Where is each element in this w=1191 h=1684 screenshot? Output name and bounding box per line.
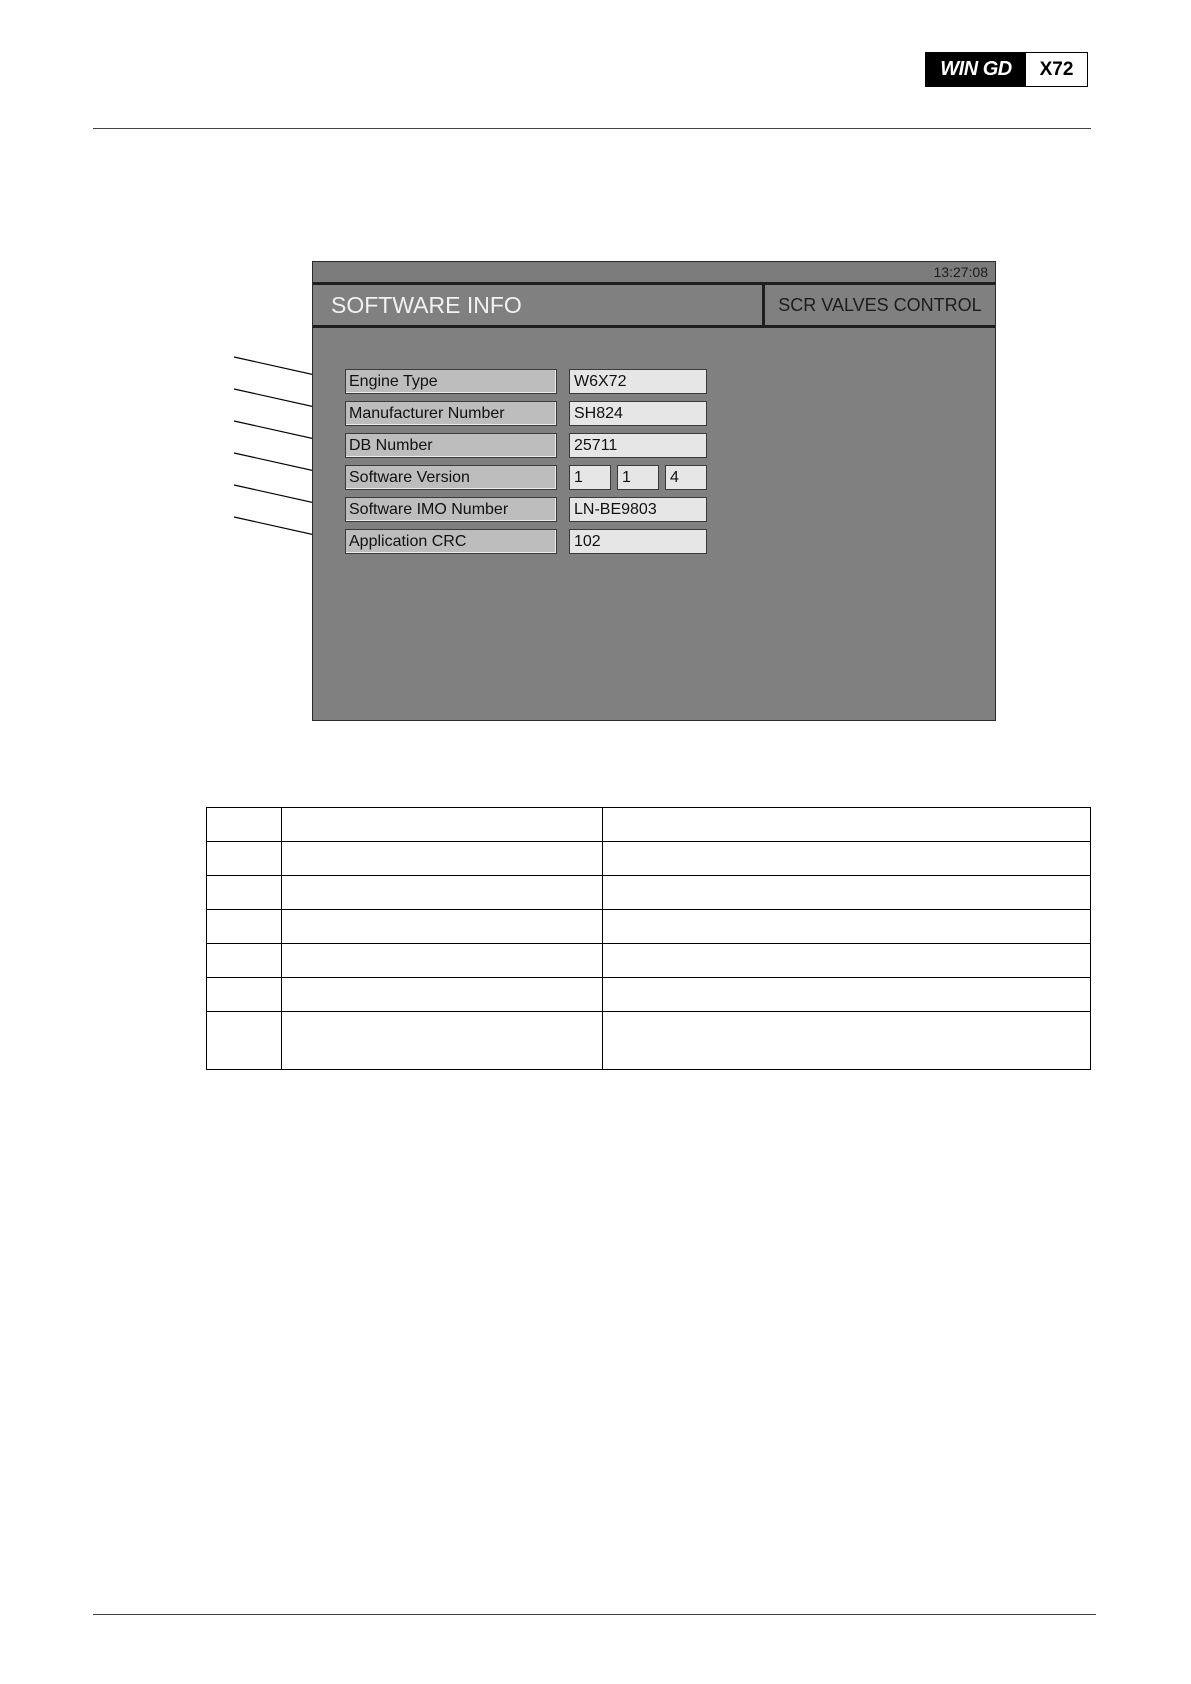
manufacturer-number-value: SH824 <box>569 401 707 426</box>
table-cell <box>282 842 603 876</box>
hmi-screen <box>312 261 996 721</box>
table-row <box>207 978 1091 1012</box>
db-number-label: DB Number <box>345 433 557 458</box>
application-crc-label: Application CRC <box>345 529 557 554</box>
brand-logo <box>925 52 1088 87</box>
table-cell <box>207 944 282 978</box>
table-cell <box>207 978 282 1012</box>
logo-model: X72 <box>1039 58 1074 80</box>
legend-table <box>206 807 1091 1070</box>
software-version-major: 1 <box>569 465 611 490</box>
engine-type-value: W6X72 <box>569 369 707 394</box>
header-rule <box>93 128 1091 129</box>
db-number-value: 25711 <box>569 433 707 458</box>
application-crc-value: 102 <box>569 529 707 554</box>
table-cell <box>603 1012 1091 1070</box>
software-version-label: Software Version <box>345 465 557 490</box>
table-cell <box>603 978 1091 1012</box>
title-bar <box>313 285 995 328</box>
manufacturer-number-label: Manufacturer Number <box>345 401 557 426</box>
table-row <box>207 842 1091 876</box>
table-cell <box>207 910 282 944</box>
table-cell <box>207 808 282 842</box>
status-bar <box>313 262 995 285</box>
table-cell <box>603 910 1091 944</box>
clock: 13:27:08 <box>933 264 988 280</box>
table-row <box>207 944 1091 978</box>
table-row <box>207 876 1091 910</box>
software-version-minor: 1 <box>617 465 659 490</box>
table-cell <box>207 1012 282 1070</box>
table-cell <box>603 842 1091 876</box>
engine-type-label: Engine Type <box>345 369 557 394</box>
footer-rule <box>93 1614 1096 1615</box>
table-row <box>207 910 1091 944</box>
software-imo-number-label: Software IMO Number <box>345 497 557 522</box>
table-cell <box>603 944 1091 978</box>
table-cell <box>207 842 282 876</box>
table-cell <box>282 1012 603 1070</box>
table-row <box>207 1012 1091 1070</box>
table-row <box>207 808 1091 842</box>
software-imo-number-value: LN-BE9803 <box>569 497 707 522</box>
table-cell <box>282 944 603 978</box>
page-title: SOFTWARE INFO <box>331 292 522 318</box>
table-cell <box>207 876 282 910</box>
table-cell <box>282 910 603 944</box>
table-cell <box>282 808 603 842</box>
table-cell <box>282 978 603 1012</box>
table-cell <box>603 808 1091 842</box>
table-cell <box>603 876 1091 910</box>
table-cell <box>282 876 603 910</box>
scr-valves-control-button[interactable]: SCR VALVES CONTROL <box>778 294 982 315</box>
logo-brand: WIN GD <box>926 53 1026 86</box>
software-version-patch: 4 <box>665 465 707 490</box>
